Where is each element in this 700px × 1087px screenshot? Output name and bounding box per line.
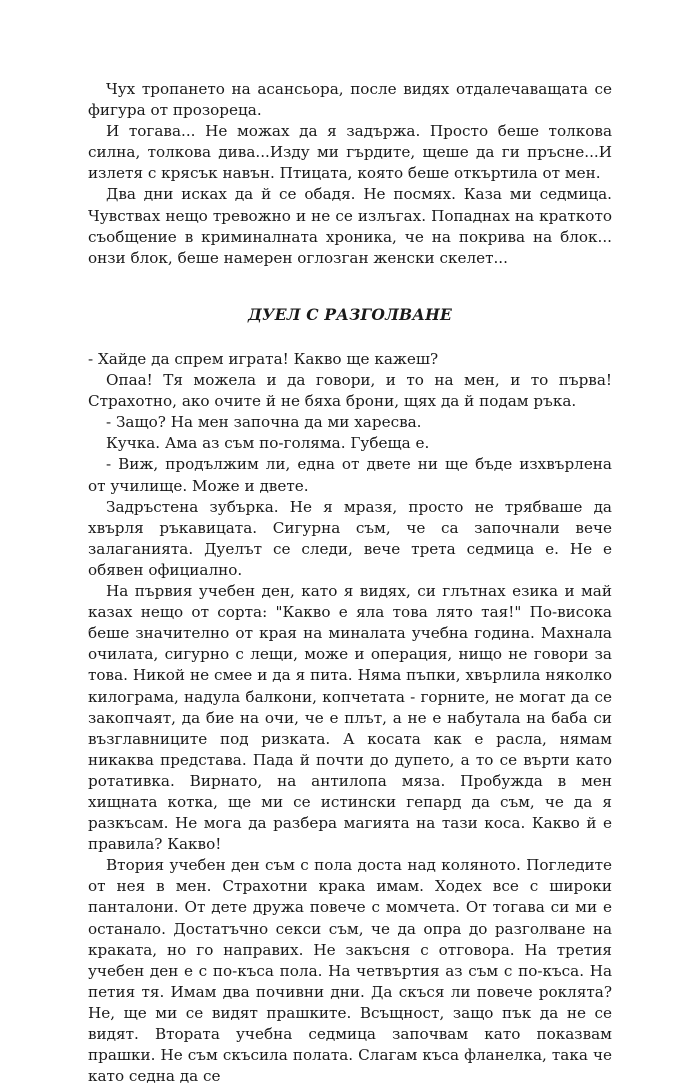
previous-story-ending xyxy=(88,79,612,269)
paragraph: Опаа! Тя можела и да говори, и то на мен, и то първа! Страхотно, ако очите й не бяха брони, щях да й подам ръка. xyxy=(88,371,612,411)
paragraph: - Хайде да спрем играта! Какво ще кажеш? xyxy=(88,350,439,368)
paragraph: Втория учебен ден съм с пола доста над коляното. Погледите от нея в мен. Страхотни крака имам. Ходех все с широки панталони. От дете дружа повече с момчета. От тогава си ми е останало. Достатъчно секси съм, че да опра до разголване на краката, но го направих. Не закъсня с отговора. На третия учебен ден е с по-къса пола. На четвъртия аз съм с по-къса. На петия тя. Имам два почивни дни. Да скъся ли повече роклята? Не, ще ми се видят прашките. Всъщност, защо пък да не се видят. Втората учебна седмица започвам като показвам прашки. Не съм скъсила полата. Слагам къса фланелка, така че като седна да се xyxy=(88,856,612,1086)
section-title: ДУЕЛ С РАЗГОЛВАНЕ xyxy=(248,305,452,324)
story-body xyxy=(88,349,612,1087)
paragraph: Чух тропането на асансьора, после видях отдалечаващата се фигура от прозореца. xyxy=(88,80,612,120)
paragraph: На първия учебен ден, като я видях, си глътнах езика и май казах нещо от сорта: "Какво е яла това лято тая!" По-висока беше значително от края на миналата учебна година. Махнала очилата, сигурно с лещи, може и операция, нищо не говори за това. Никой не смее и да я пита. Няма пъпки, хвърлила няколко килограма, надула балкони, копчетата - горните, не могат да се закопчаят, да бие на очи, че е плът, а не е набутала на баба си възглавниците под ризката. А косата как е расла, нямам никаква представа. Пада й почти до дупето, а то се върти като ротативка. Вирнато, на антилопа мяза. Пробужда в мен хищната котка, ще ми се истински гепард да съм, че да я разкъсам. Не мога да разбера магията на тази коса. Какво й е правила? Какво! xyxy=(88,582,612,854)
paragraph: - Защо? На мен започна да ми харесва. xyxy=(106,413,422,432)
paragraph: - Виж, продължим ли, една от двете ни ще бъде изхвърлена от училище. Може и двете. xyxy=(88,455,612,495)
paragraph: Задръстена зубърка. Не я мразя, просто не трябваше да хвърля ръкавицата. Сигурна съм, че са започнали вече залаганията. Дуелът се следи, вече трета седмица е. Не е обявен официално. xyxy=(88,497,612,579)
paragraph: Кучка. Ама аз съм по-голяма. Губеща е. xyxy=(106,434,430,453)
paragraph: И тогава... Не можах да я задържа. Просто беше толкова силна, толкова дива...Изду ми гърдите, щеше да ги пръсне...И излетя с крясък навън. Птицата, която беше откъртила от мен. xyxy=(88,122,612,183)
paragraph: Два дни исках да й се обадя. Не посмях. Каза ми седмица. Чувствах нещо тревожно и не се излъгах. Попаднах на краткото съобщение в криминалната хроника, че на покрива на блок... онзи блок, беше намерен оглозган женски скелет... xyxy=(88,185,612,267)
